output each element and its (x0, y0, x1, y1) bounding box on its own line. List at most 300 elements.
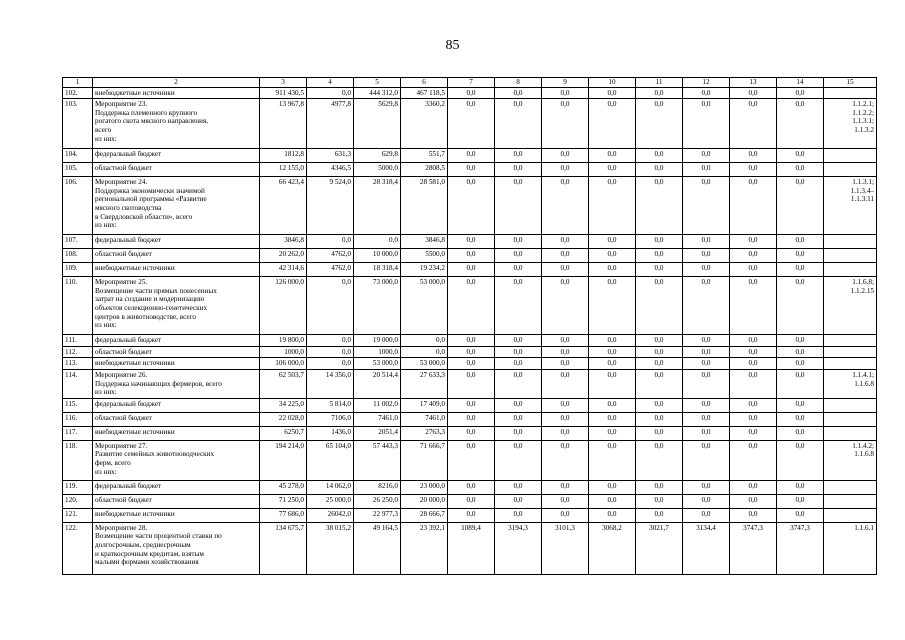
value-cell: 5000,0 (354, 163, 401, 177)
value-cell: 0,0 (777, 263, 824, 277)
value-cell: 0,0 (777, 494, 824, 508)
row-name: внебюджетные источники (93, 508, 260, 522)
row-name: внебюджетные источники (93, 426, 260, 440)
table-row (63, 346, 877, 358)
row-number: 113. (63, 358, 93, 370)
value-cell: 0,0 (730, 149, 777, 163)
value-cell: 0,0 (730, 508, 777, 522)
value-cell: 0,0 (683, 494, 730, 508)
value-cell: 0,0 (542, 277, 589, 335)
value-cell: 0,0 (542, 480, 589, 494)
value-cell: 0,0 (683, 163, 730, 177)
column-number: 10 (589, 78, 636, 88)
table-row (63, 398, 877, 412)
value-cell: 0,0 (448, 277, 495, 335)
value-cell: 0,0 (495, 277, 542, 335)
value-cell: 28 581,0 (401, 177, 448, 235)
table-row (63, 87, 877, 99)
value-cell: 0,0 (777, 235, 824, 249)
value-cell: 0,0 (636, 440, 683, 480)
value-cell: 1089,4 (448, 522, 495, 574)
value-cell: 3134,4 (683, 522, 730, 574)
row-number: 107. (63, 235, 93, 249)
value-cell: 0,0 (636, 99, 683, 149)
value-cell: 0,0 (730, 177, 777, 235)
value-cell: 0,0 (730, 440, 777, 480)
value-cell: 2763,3 (401, 426, 448, 440)
value-cell: 0,0 (495, 358, 542, 370)
value-cell: 0,0 (636, 149, 683, 163)
value-cell: 0,0 (777, 99, 824, 149)
target-reference (824, 358, 877, 370)
value-cell: 0,0 (730, 426, 777, 440)
value-cell: 0,0 (683, 99, 730, 149)
value-cell: 1000,0 (260, 346, 307, 358)
value-cell: 53 000,0 (401, 277, 448, 335)
value-cell: 0,0 (495, 440, 542, 480)
value-cell: 22 028,0 (260, 412, 307, 426)
target-reference (824, 508, 877, 522)
row-name: Мероприятие 27. Развитие семейных животноводческих ферм, всего из них: (93, 440, 260, 480)
value-cell: 0,0 (307, 235, 354, 249)
target-reference (824, 426, 877, 440)
value-cell: 13 967,8 (260, 99, 307, 149)
value-cell: 3194,3 (495, 522, 542, 574)
value-cell: 0,0 (542, 99, 589, 149)
value-cell: 0,0 (777, 163, 824, 177)
value-cell: 106 000,0 (260, 358, 307, 370)
value-cell: 0,0 (542, 149, 589, 163)
value-cell: 9 524,0 (307, 177, 354, 235)
value-cell: 0,0 (636, 235, 683, 249)
row-name: Мероприятие 25. Возмещение части прямых понесенных затрат на создание и модернизацию объектов селекционно-генетических центров в животноводстве, всего из них: (93, 277, 260, 335)
value-cell: 0,0 (777, 480, 824, 494)
table-row (63, 358, 877, 370)
value-cell: 0,0 (589, 494, 636, 508)
value-cell: 0,0 (636, 249, 683, 263)
table-row (63, 369, 877, 398)
row-number: 115. (63, 398, 93, 412)
value-cell: 0,0 (542, 508, 589, 522)
value-cell: 0,0 (730, 346, 777, 358)
value-cell: 0,0 (542, 249, 589, 263)
target-reference: 1.1.4.1; 1.1.6.8 (824, 369, 877, 398)
value-cell: 0,0 (730, 263, 777, 277)
value-cell: 551,7 (401, 149, 448, 163)
target-reference (824, 235, 877, 249)
value-cell: 0,0 (777, 177, 824, 235)
value-cell: 0,0 (589, 508, 636, 522)
value-cell: 0,0 (495, 369, 542, 398)
value-cell: 0,0 (448, 263, 495, 277)
value-cell: 0,0 (542, 494, 589, 508)
row-number: 120. (63, 494, 93, 508)
table-row (63, 235, 877, 249)
value-cell: 71 250,0 (260, 494, 307, 508)
value-cell: 0,0 (307, 346, 354, 358)
value-cell: 0,0 (636, 508, 683, 522)
value-cell: 0,0 (495, 412, 542, 426)
target-reference: 1.1.6.8; 1.1.2.15 (824, 277, 877, 335)
row-number: 105. (63, 163, 93, 177)
value-cell: 0,0 (730, 335, 777, 347)
value-cell: 0,0 (448, 335, 495, 347)
value-cell: 0,0 (495, 263, 542, 277)
value-cell: 0,0 (542, 163, 589, 177)
value-cell: 11 002,0 (354, 398, 401, 412)
value-cell: 45 278,0 (260, 480, 307, 494)
value-cell: 66 423,4 (260, 177, 307, 235)
column-number: 6 (401, 78, 448, 88)
value-cell: 38 015,2 (307, 522, 354, 574)
value-cell: 0,0 (448, 99, 495, 149)
value-cell: 0,0 (777, 346, 824, 358)
row-number: 116. (63, 412, 93, 426)
value-cell: 0,0 (636, 263, 683, 277)
row-number: 109. (63, 263, 93, 277)
value-cell: 1000,0 (354, 346, 401, 358)
value-cell: 0,0 (495, 177, 542, 235)
target-reference: 1.1.4.2; 1.1.6.8 (824, 440, 877, 480)
value-cell: 0,0 (636, 335, 683, 347)
value-cell: 20 262,0 (260, 249, 307, 263)
value-cell: 0,0 (401, 346, 448, 358)
value-cell: 0,0 (448, 412, 495, 426)
value-cell: 0,0 (448, 440, 495, 480)
value-cell: 0,0 (448, 426, 495, 440)
value-cell: 1812,8 (260, 149, 307, 163)
value-cell: 0,0 (448, 163, 495, 177)
column-number-row (63, 78, 877, 88)
value-cell: 0,0 (495, 335, 542, 347)
value-cell: 0,0 (683, 508, 730, 522)
value-cell: 8216,0 (354, 480, 401, 494)
row-number: 118. (63, 440, 93, 480)
value-cell: 0,0 (636, 177, 683, 235)
value-cell: 0,0 (730, 99, 777, 149)
row-number: 111. (63, 335, 93, 347)
value-cell: 20 514,4 (354, 369, 401, 398)
value-cell: 7106,0 (307, 412, 354, 426)
table-row (63, 263, 877, 277)
value-cell: 57 443,3 (354, 440, 401, 480)
row-number: 122. (63, 522, 93, 574)
value-cell: 0,0 (730, 494, 777, 508)
value-cell: 0,0 (448, 87, 495, 99)
value-cell: 25 000,0 (307, 494, 354, 508)
value-cell: 6250,7 (260, 426, 307, 440)
target-reference (824, 149, 877, 163)
column-number: 13 (730, 78, 777, 88)
value-cell: 0,0 (730, 398, 777, 412)
value-cell: 19 000,0 (354, 335, 401, 347)
value-cell: 134 675,7 (260, 522, 307, 574)
value-cell: 0,0 (542, 440, 589, 480)
row-name: федеральный бюджет (93, 149, 260, 163)
value-cell: 0,0 (542, 398, 589, 412)
value-cell: 0,0 (777, 277, 824, 335)
value-cell: 0,0 (683, 249, 730, 263)
value-cell: 4762,0 (307, 263, 354, 277)
value-cell: 0,0 (636, 398, 683, 412)
value-cell: 4977,8 (307, 99, 354, 149)
value-cell: 0,0 (542, 412, 589, 426)
target-reference (824, 87, 877, 99)
value-cell: 0,0 (448, 369, 495, 398)
value-cell: 0,0 (730, 412, 777, 426)
column-number: 2 (93, 78, 260, 88)
value-cell: 126 000,0 (260, 277, 307, 335)
value-cell: 0,0 (589, 426, 636, 440)
value-cell: 0,0 (683, 398, 730, 412)
value-cell: 42 314,6 (260, 263, 307, 277)
row-name: федеральный бюджет (93, 398, 260, 412)
value-cell: 0,0 (589, 346, 636, 358)
column-number: 9 (542, 78, 589, 88)
value-cell: 12 155,0 (260, 163, 307, 177)
table-row (63, 249, 877, 263)
row-number: 102. (63, 87, 93, 99)
value-cell: 0,0 (730, 480, 777, 494)
value-cell: 0,0 (730, 249, 777, 263)
target-reference (824, 335, 877, 347)
value-cell: 0,0 (777, 426, 824, 440)
value-cell: 0,0 (636, 87, 683, 99)
value-cell: 0,0 (683, 335, 730, 347)
value-cell: 0,0 (589, 99, 636, 149)
value-cell: 0,0 (542, 87, 589, 99)
value-cell: 0,0 (683, 369, 730, 398)
table-row (63, 440, 877, 480)
value-cell: 0,0 (777, 440, 824, 480)
value-cell: 19 234,2 (401, 263, 448, 277)
value-cell: 0,0 (636, 494, 683, 508)
value-cell: 0,0 (354, 235, 401, 249)
value-cell: 0,0 (730, 87, 777, 99)
value-cell: 0,0 (589, 480, 636, 494)
value-cell: 0,0 (777, 335, 824, 347)
target-reference (824, 412, 877, 426)
value-cell: 0,0 (307, 87, 354, 99)
value-cell: 14 356,0 (307, 369, 354, 398)
value-cell: 4346,5 (307, 163, 354, 177)
value-cell: 26 250,0 (354, 494, 401, 508)
value-cell: 0,0 (777, 508, 824, 522)
value-cell: 14 062,0 (307, 480, 354, 494)
row-name: федеральный бюджет (93, 235, 260, 249)
value-cell: 0,0 (589, 163, 636, 177)
value-cell: 0,0 (636, 480, 683, 494)
value-cell: 3360,2 (401, 99, 448, 149)
value-cell: 2808,5 (401, 163, 448, 177)
value-cell: 0,0 (683, 426, 730, 440)
table-row (63, 508, 877, 522)
value-cell: 0,0 (448, 346, 495, 358)
column-number: 15 (824, 78, 877, 88)
row-number: 106. (63, 177, 93, 235)
value-cell: 28 318,4 (354, 177, 401, 235)
table-row (63, 494, 877, 508)
value-cell: 0,0 (448, 177, 495, 235)
row-name: федеральный бюджет (93, 480, 260, 494)
value-cell: 5629,8 (354, 99, 401, 149)
value-cell: 34 225,0 (260, 398, 307, 412)
value-cell: 0,0 (495, 494, 542, 508)
page-number: 85 (445, 38, 460, 53)
value-cell: 77 686,0 (260, 508, 307, 522)
column-number: 7 (448, 78, 495, 88)
target-reference (824, 480, 877, 494)
value-cell: 0,0 (495, 87, 542, 99)
table-row (63, 522, 877, 574)
value-cell: 3021,7 (636, 522, 683, 574)
value-cell: 3846,8 (260, 235, 307, 249)
target-reference: 1.1.3.1; 1.1.3.4– 1.1.3.11 (824, 177, 877, 235)
value-cell: 0,0 (448, 235, 495, 249)
value-cell: 3747,3 (730, 522, 777, 574)
value-cell: 0,0 (542, 426, 589, 440)
value-cell: 0,0 (495, 249, 542, 263)
value-cell: 0,0 (448, 494, 495, 508)
target-reference (824, 398, 877, 412)
value-cell: 5500,0 (401, 249, 448, 263)
value-cell: 0,0 (683, 177, 730, 235)
row-number: 119. (63, 480, 93, 494)
value-cell: 10 000,0 (354, 249, 401, 263)
value-cell: 0,0 (542, 177, 589, 235)
value-cell: 2051,4 (354, 426, 401, 440)
value-cell: 629,8 (354, 149, 401, 163)
value-cell: 7461,0 (401, 412, 448, 426)
table-row (63, 177, 877, 235)
value-cell: 53 000,0 (354, 358, 401, 370)
row-name: Мероприятие 28. Возмещение части процентной ставки по долгосрочным, среднесрочным и краткосрочным кредитам, взятым малыми формами хозяйствования (93, 522, 260, 574)
row-name: внебюджетные источники (93, 263, 260, 277)
column-number: 11 (636, 78, 683, 88)
value-cell: 0,0 (589, 149, 636, 163)
value-cell: 0,0 (636, 369, 683, 398)
value-cell: 0,0 (636, 346, 683, 358)
table-row (63, 149, 877, 163)
value-cell: 0,0 (448, 249, 495, 263)
value-cell: 62 503,7 (260, 369, 307, 398)
value-cell: 0,0 (448, 508, 495, 522)
value-cell: 27 633,3 (401, 369, 448, 398)
value-cell: 0,0 (683, 358, 730, 370)
value-cell: 0,0 (636, 412, 683, 426)
table-row (63, 163, 877, 177)
value-cell: 0,0 (448, 398, 495, 412)
table-row (63, 277, 877, 335)
value-cell: 0,0 (589, 412, 636, 426)
value-cell: 0,0 (777, 249, 824, 263)
column-number: 14 (777, 78, 824, 88)
value-cell: 0,0 (683, 263, 730, 277)
row-number: 121. (63, 508, 93, 522)
column-number: 3 (260, 78, 307, 88)
value-cell: 0,0 (307, 358, 354, 370)
row-name: Мероприятие 23. Поддержка племенного крупного рогатого скота мясного направления, всего из них: (93, 99, 260, 149)
value-cell: 0,0 (777, 369, 824, 398)
row-number: 103. (63, 99, 93, 149)
value-cell: 0,0 (589, 263, 636, 277)
value-cell: 0,0 (683, 412, 730, 426)
value-cell: 0,0 (495, 99, 542, 149)
value-cell: 0,0 (636, 277, 683, 335)
value-cell: 194 214,0 (260, 440, 307, 480)
value-cell: 0,0 (683, 480, 730, 494)
value-cell: 0,0 (730, 358, 777, 370)
row-name: областной бюджет (93, 346, 260, 358)
value-cell: 3101,3 (542, 522, 589, 574)
column-number: 5 (354, 78, 401, 88)
value-cell: 0,0 (495, 346, 542, 358)
value-cell: 0,0 (730, 277, 777, 335)
value-cell: 20 000,0 (401, 494, 448, 508)
value-cell: 73 000,0 (354, 277, 401, 335)
value-cell: 0,0 (777, 412, 824, 426)
value-cell: 0,0 (730, 369, 777, 398)
table-row (63, 99, 877, 149)
value-cell: 19 800,0 (260, 335, 307, 347)
value-cell: 3747,3 (777, 522, 824, 574)
value-cell: 0,0 (683, 346, 730, 358)
row-number: 112. (63, 346, 93, 358)
value-cell: 17 409,0 (401, 398, 448, 412)
value-cell: 0,0 (495, 508, 542, 522)
value-cell: 0,0 (777, 149, 824, 163)
value-cell: 0,0 (589, 369, 636, 398)
value-cell: 0,0 (307, 277, 354, 335)
value-cell: 3068,2 (589, 522, 636, 574)
value-cell: 0,0 (589, 277, 636, 335)
value-cell: 0,0 (495, 426, 542, 440)
value-cell: 0,0 (495, 149, 542, 163)
value-cell: 0,0 (683, 440, 730, 480)
value-cell: 0,0 (495, 398, 542, 412)
row-name: внебюджетные источники (93, 358, 260, 370)
value-cell: 53 000,0 (401, 358, 448, 370)
row-name: областной бюджет (93, 163, 260, 177)
column-number: 12 (683, 78, 730, 88)
target-reference: 1.1.6.1 (824, 522, 877, 574)
value-cell: 1436,0 (307, 426, 354, 440)
value-cell: 0,0 (589, 335, 636, 347)
value-cell: 22 977,3 (354, 508, 401, 522)
row-number: 104. (63, 149, 93, 163)
table-row (63, 335, 877, 347)
value-cell: 0,0 (589, 440, 636, 480)
value-cell: 0,0 (495, 480, 542, 494)
value-cell: 0,0 (589, 177, 636, 235)
value-cell: 23 392,1 (401, 522, 448, 574)
value-cell: 0,0 (777, 398, 824, 412)
value-cell: 0,0 (448, 149, 495, 163)
budget-table (62, 77, 877, 575)
target-reference (824, 249, 877, 263)
row-name: областной бюджет (93, 494, 260, 508)
value-cell: 0,0 (589, 87, 636, 99)
value-cell: 0,0 (589, 398, 636, 412)
value-cell: 4762,0 (307, 249, 354, 263)
row-name: федеральный бюджет (93, 335, 260, 347)
value-cell: 0,0 (542, 358, 589, 370)
value-cell: 631,3 (307, 149, 354, 163)
value-cell: 7461,0 (354, 412, 401, 426)
value-cell: 0,0 (307, 335, 354, 347)
value-cell: 0,0 (636, 358, 683, 370)
table-row (63, 412, 877, 426)
